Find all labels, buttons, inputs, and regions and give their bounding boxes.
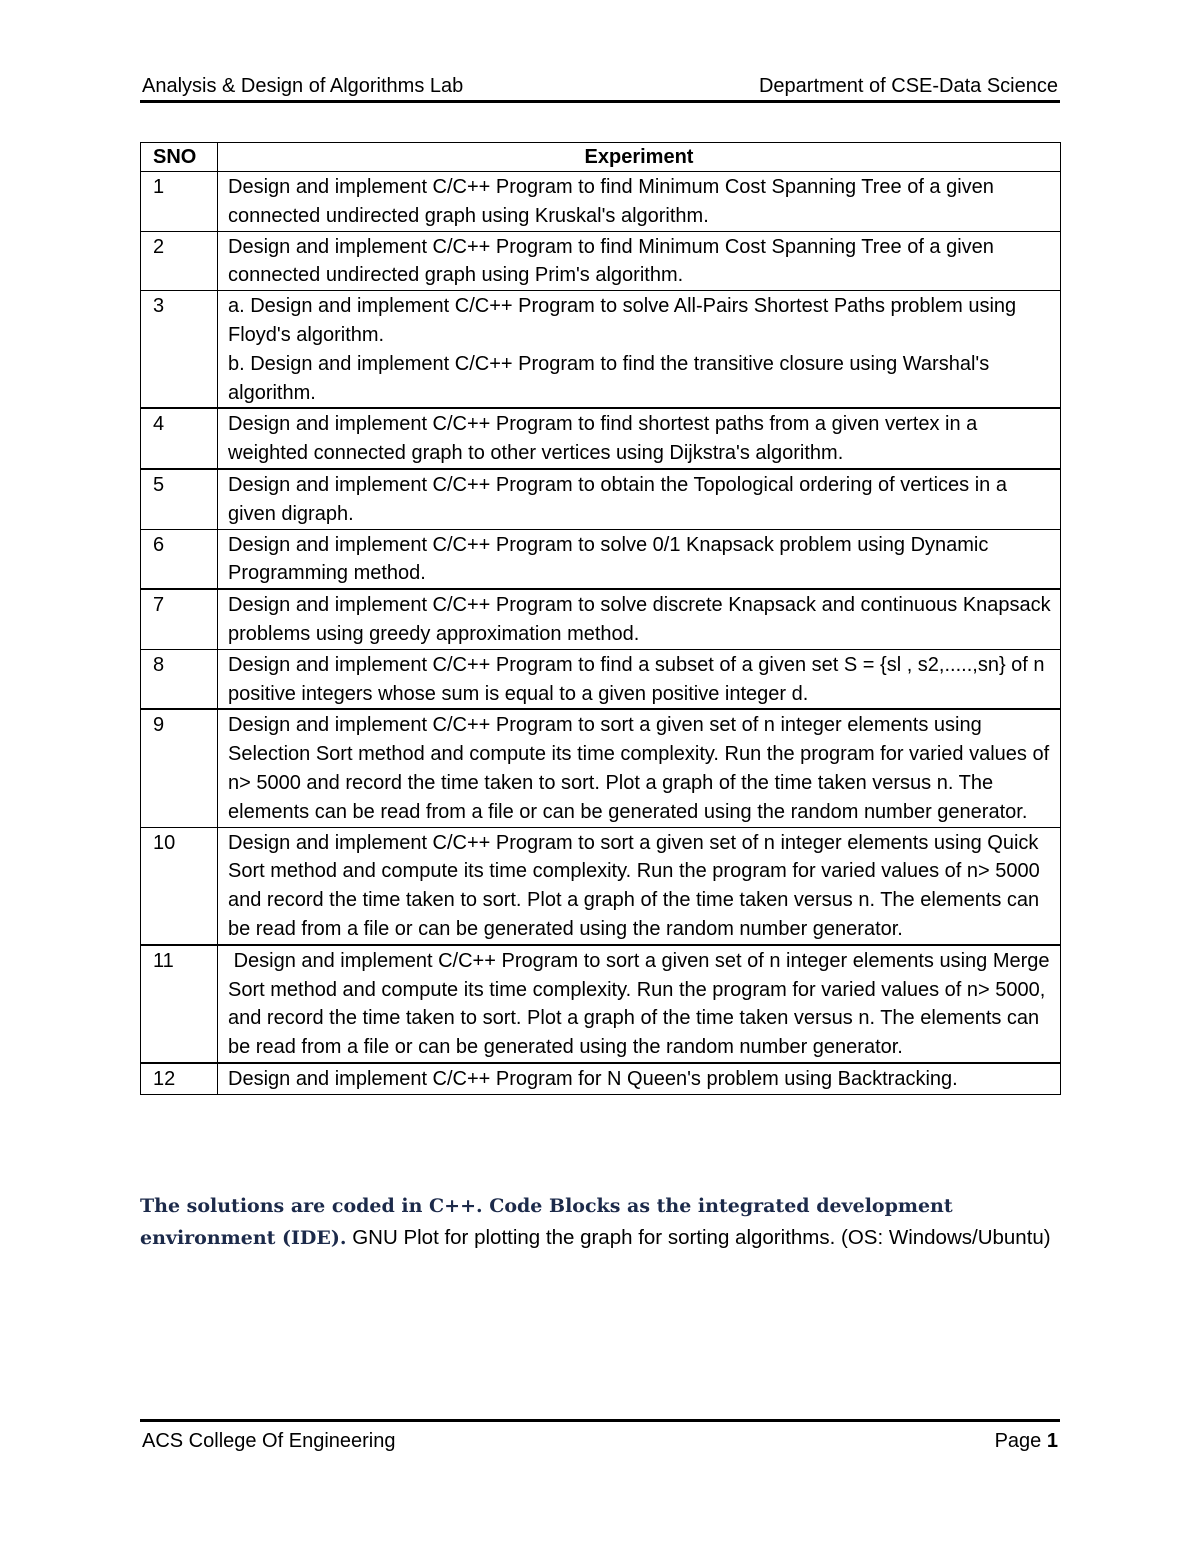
page-label: Page xyxy=(994,1430,1042,1452)
column-header-sno: SNO xyxy=(141,143,218,172)
row-sno: 10 xyxy=(141,827,218,945)
row-experiment: Design and implement C/C++ Program to sort a given set of n integer elements using Selection Sort method and compute its time complexity. Run the program for varied values of n> 5000 and record the time taken to sort. Plot a graph of the time taken versus n. The elements can be read from a file or can be generated using the random number generator. xyxy=(218,709,1061,827)
row-experiment-part-b: b. Design and implement C/C++ Program to find the transitive closure using Warshal's algorithm. xyxy=(228,352,990,404)
page-number-value: 1 xyxy=(1046,1430,1058,1452)
page-number xyxy=(995,1426,1058,1456)
row-experiment: Design and implement C/C++ Program to solve 0/1 Knapsack problem using Dynamic Programming method. xyxy=(218,529,1061,589)
header-divider xyxy=(140,100,1060,103)
row-sno: 4 xyxy=(141,408,218,469)
column-header-experiment: Experiment xyxy=(218,143,1061,172)
row-experiment: Design and implement C/C++ Program for N Queen's problem using Backtracking. xyxy=(218,1063,1061,1094)
footer-college-name: ACS College Of Engineering xyxy=(142,1430,396,1452)
page-footer xyxy=(142,1426,1058,1456)
table-row xyxy=(141,408,1061,469)
row-experiment: Design and implement C/C++ Program to find a subset of a given set S = {sl , s2,.....,sn} of n positive integers whose sum is equal to a given positive integer d. xyxy=(218,649,1061,709)
footer-divider xyxy=(140,1419,1060,1422)
table-row xyxy=(141,291,1061,409)
row-sno: 3 xyxy=(141,291,218,409)
header-course-title: Analysis & Design of Algorithms Lab xyxy=(142,75,464,97)
solutions-note xyxy=(140,1190,1070,1254)
row-sno: 11 xyxy=(141,945,218,1063)
table-row xyxy=(141,1063,1061,1094)
row-experiment-part-a: a. Design and implement C/C++ Program to solve All-Pairs Shortest Paths problem using Floyd's algorithm. xyxy=(228,295,1017,346)
page-header xyxy=(142,72,1058,100)
row-experiment xyxy=(218,291,1061,409)
row-sno: 12 xyxy=(141,1063,218,1094)
row-sno: 2 xyxy=(141,231,218,291)
table-row xyxy=(141,529,1061,589)
table-row xyxy=(141,589,1061,649)
row-experiment: Design and implement C/C++ Program to find shortest paths from a given vertex in a weighted connected graph to other vertices using Dijkstra's algorithm. xyxy=(218,408,1061,469)
row-sno: 1 xyxy=(141,172,218,232)
header-department: Department of CSE-Data Science xyxy=(758,75,1058,97)
table-row xyxy=(141,945,1061,1063)
table-row xyxy=(141,649,1061,709)
row-experiment: Design and implement C/C++ Program to find Minimum Cost Spanning Tree of a given connected undirected graph using Prim's algorithm. xyxy=(218,231,1061,291)
note-ide-text: The solutions are coded in C++. Code Blocks as the integrated development environment (IDE). xyxy=(140,1195,953,1249)
row-sno: 7 xyxy=(141,589,218,649)
row-sno: 9 xyxy=(141,709,218,827)
row-experiment: Design and implement C/C++ Program to solve discrete Knapsack and continuous Knapsack problems using greedy approximation method. xyxy=(218,589,1061,649)
experiments-table xyxy=(140,142,1061,1095)
row-sno: 6 xyxy=(141,529,218,589)
table-row xyxy=(141,827,1061,945)
table-header-row xyxy=(141,143,1061,172)
row-experiment: Design and implement C/C++ Program to sort a given set of n integer elements using Quick Sort method and compute its time complexity. Run the program for varied values of n> 5000 and record the time taken to sort. Plot a graph of the time taken versus n. The elements can be read from a file or can be generated using the random number generator. xyxy=(218,827,1061,945)
row-experiment: Design and implement C/C++ Program to find Minimum Cost Spanning Tree of a given connected undirected graph using Kruskal's algorithm. xyxy=(218,172,1061,232)
table-row xyxy=(141,709,1061,827)
row-experiment: Design and implement C/C++ Program to sort a given set of n integer elements using Merge Sort method and compute its time complexity. Run the program for varied values of n> 5000, and record the time taken to sort. Plot a graph of the time taken versus n. The elements can be read from a file or can be generated using the random number generator. xyxy=(218,945,1061,1063)
row-experiment: Design and implement C/C++ Program to obtain the Topological ordering of vertices in a given digraph. xyxy=(218,469,1061,529)
table-row xyxy=(141,469,1061,529)
note-gnuplot-text: GNU Plot for plotting the graph for sorting algorithms. (OS: Windows/Ubuntu) xyxy=(346,1226,1051,1249)
table-row xyxy=(141,172,1061,232)
row-sno: 5 xyxy=(141,469,218,529)
table-row xyxy=(141,231,1061,291)
row-sno: 8 xyxy=(141,649,218,709)
